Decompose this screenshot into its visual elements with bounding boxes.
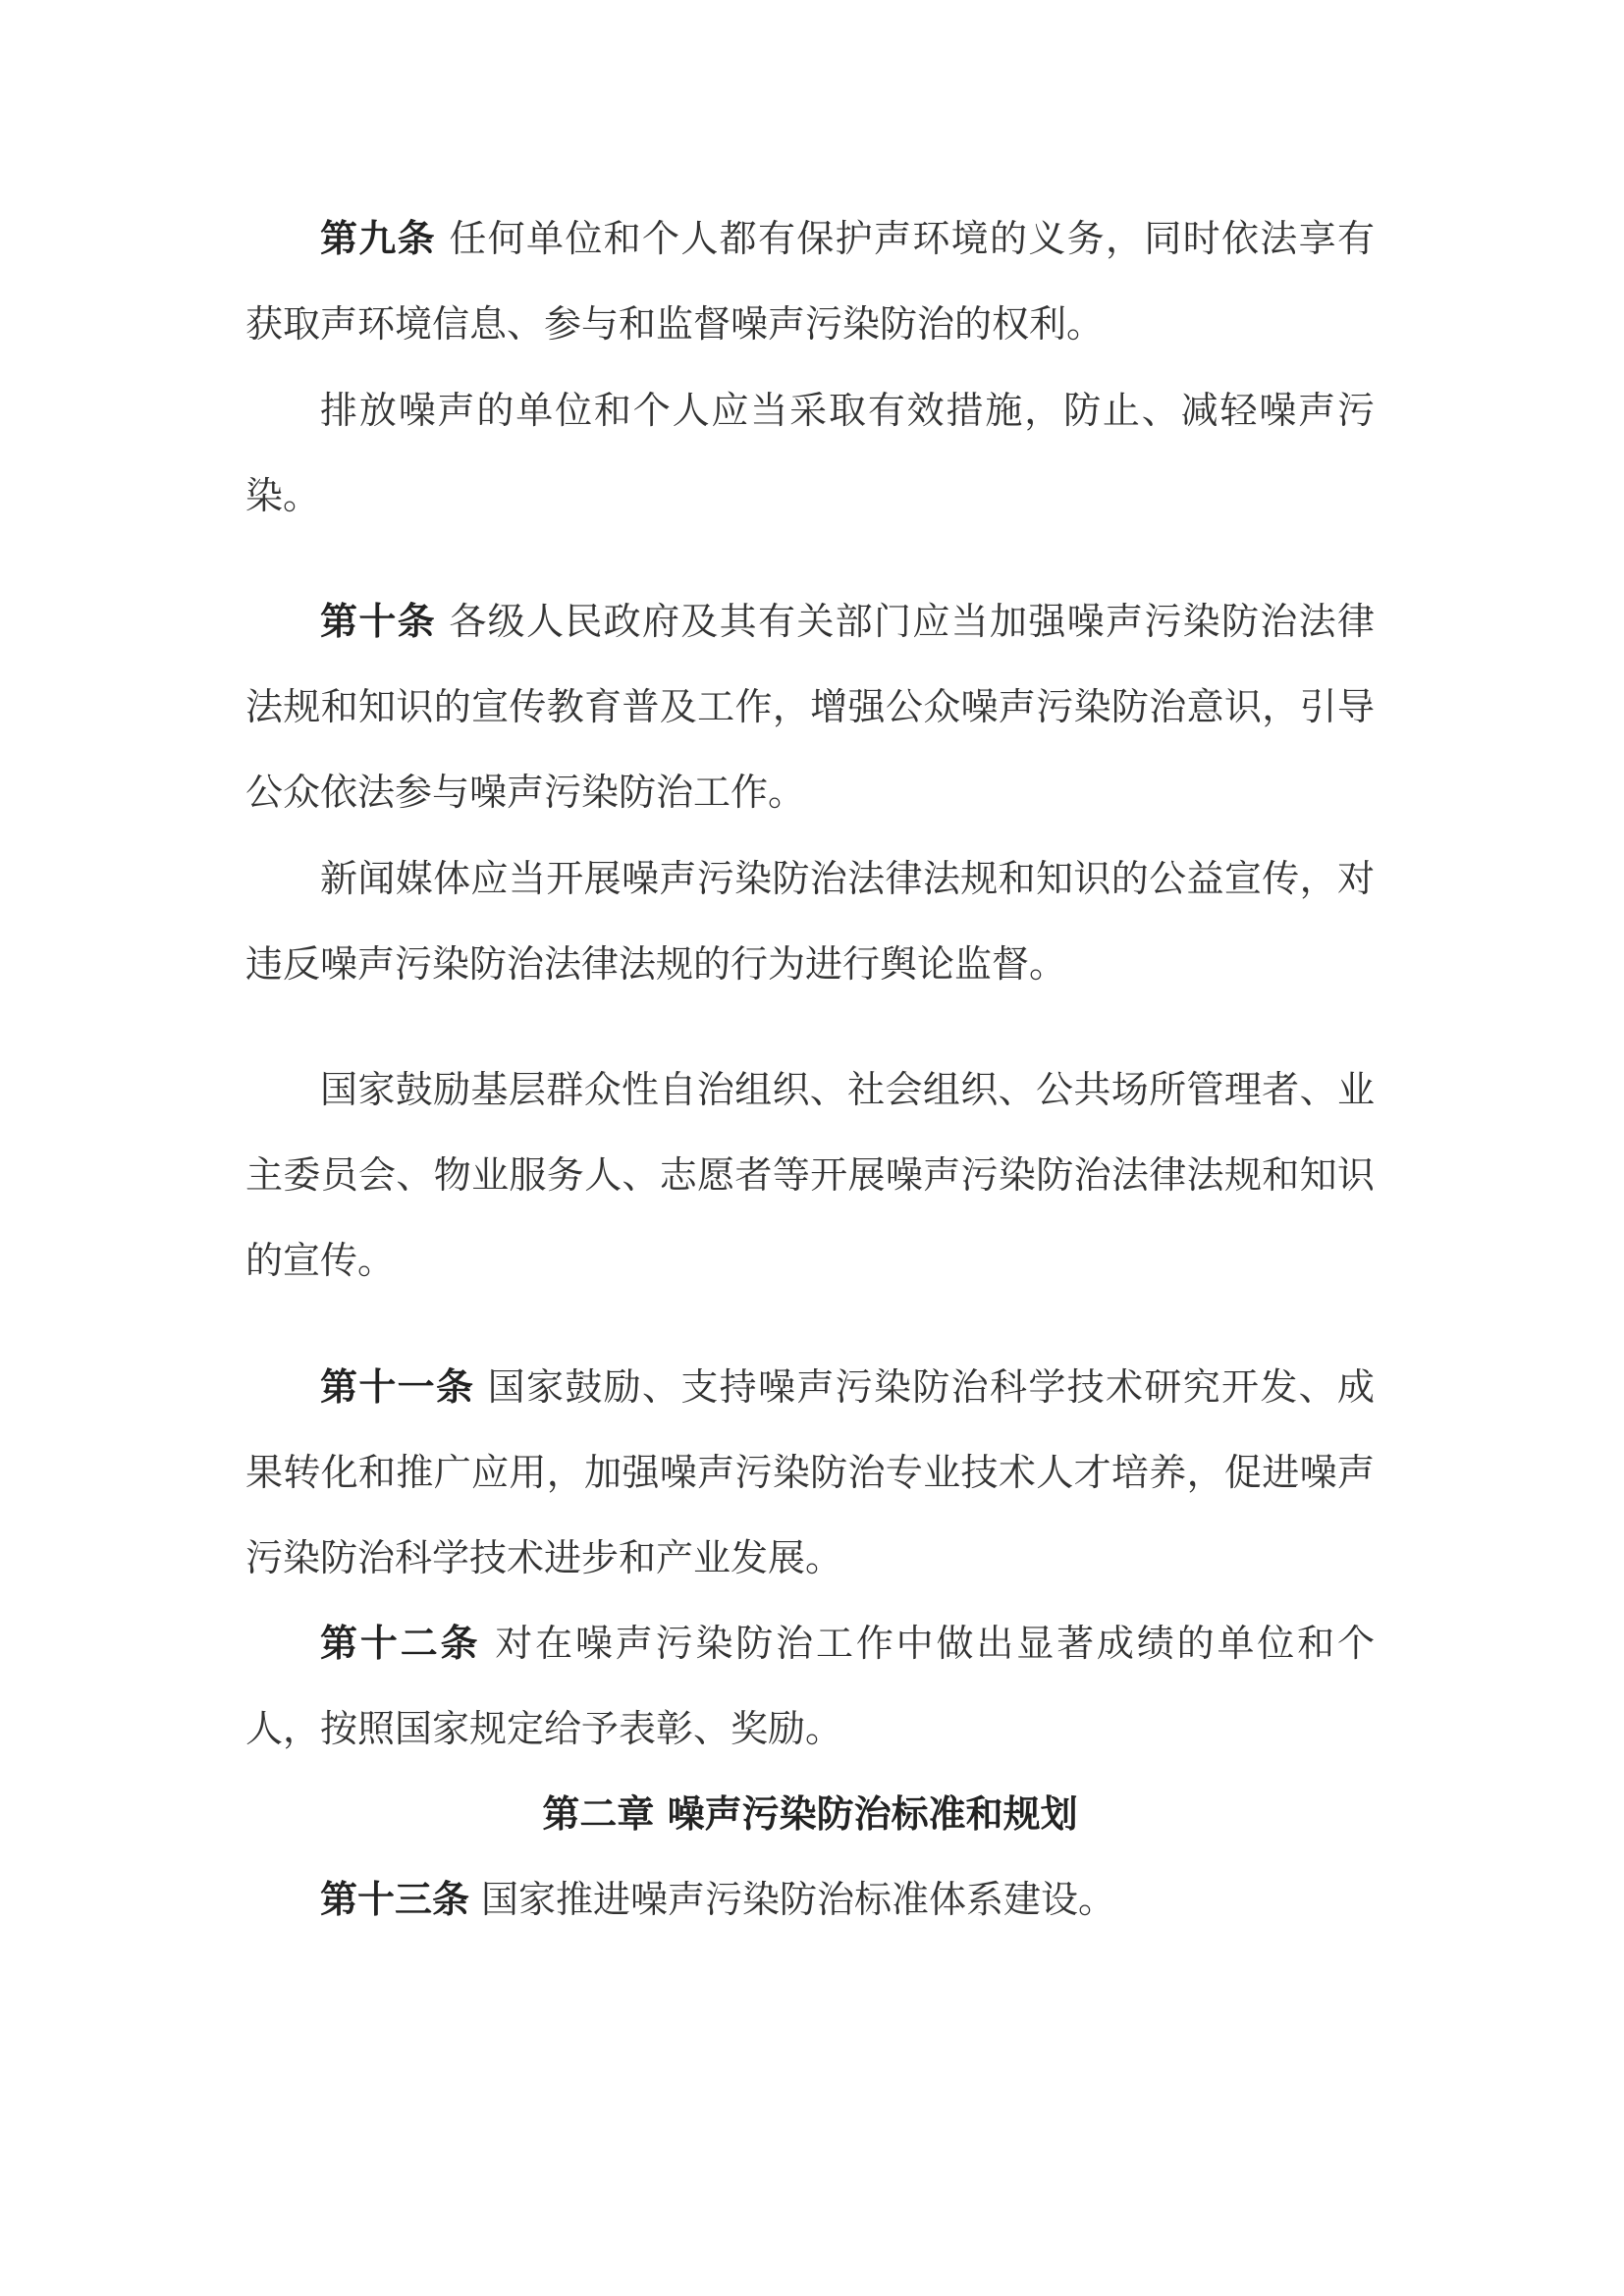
article-11-paragraph: [245, 1345, 1375, 1601]
article-10-paragraph-3: [245, 1047, 1375, 1304]
article-9-text: 任何单位和个人都有保护声环境的义务，同时依法享有获取声环境信息、参与和监督噪声污染防治的权利。: [245, 217, 1375, 346]
article-12-text: 对在噪声污染防治工作中做出显著成绩的单位和个人，按照国家规定给予表彰、奖励。: [245, 1622, 1375, 1750]
article-13-paragraph: [245, 1857, 1375, 1943]
article-10-text-3: 国家鼓励基层群众性自治组织、社会组织、公共场所管理者、业主委员会、物业服务人、志愿者等开展噪声污染防治法律法规和知识的宣传。: [245, 1068, 1375, 1282]
article-10-text-2: 新闻媒体应当开展噪声污染防治法律法规和知识的公益宣传，对违反噪声污染防治法律法规的行为进行舆论监督。: [245, 857, 1375, 986]
article-11-text: 国家鼓励、支持噪声污染防治科学技术研究开发、成果转化和推广应用，加强噪声污染防治专业技术人才培养，促进噪声污染防治科学技术进步和产业发展。: [245, 1365, 1375, 1579]
article-9-paragraph-2: [245, 368, 1375, 539]
article-9-label: 第九条: [320, 217, 436, 260]
article-12-label: 第十二条: [320, 1622, 481, 1665]
article-9-paragraph: [245, 196, 1375, 367]
chapter-heading: 第二章 噪声污染防治标准和规划: [542, 1792, 1078, 1836]
article-10-label: 第十条: [320, 600, 436, 643]
article-9-text-2: 排放噪声的单位和个人应当采取有效措施，防止、减轻噪声污染。: [245, 389, 1375, 517]
article-12-paragraph: [245, 1601, 1375, 1772]
article-13-label: 第十三条: [320, 1878, 470, 1921]
article-10-paragraph: [245, 579, 1375, 835]
article-10-paragraph-2: [245, 836, 1375, 1007]
article-13-text: 国家推进噪声污染防治标准体系建设。: [481, 1878, 1116, 1921]
article-10-text: 各级人民政府及其有关部门应当加强噪声污染防治法律法规和知识的宣传教育普及工作，增强公众噪声污染防治意识，引导公众依法参与噪声污染防治工作。: [245, 600, 1375, 814]
article-11-label: 第十一条: [320, 1365, 475, 1409]
